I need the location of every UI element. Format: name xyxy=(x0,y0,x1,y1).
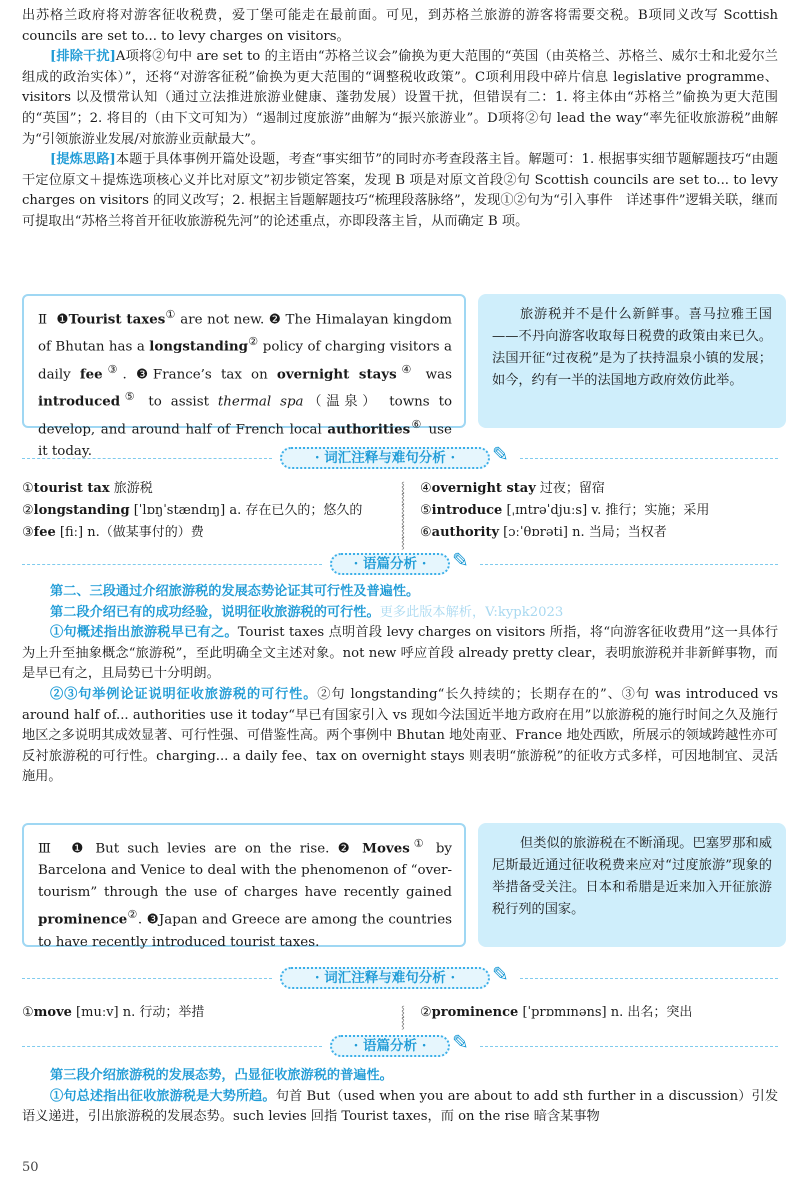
vocab-list-2 xyxy=(22,478,782,548)
passage-text: are not new. xyxy=(175,312,269,328)
sentence-number: ❶ xyxy=(71,841,88,857)
analysis-banner-label: · 语篇分析 · xyxy=(330,1035,450,1057)
vocab-banner-label: · 词汇注释与难句分析 · xyxy=(280,967,490,989)
vocab-banner-2 xyxy=(0,442,800,472)
sentence-number: ❷ xyxy=(337,841,354,857)
gloss: （温泉） xyxy=(303,394,381,410)
divider-icon: ⸾ ⸾ ⸾ ⸾ ⸾ ⸾ xyxy=(401,481,405,549)
passage-text: policy of charging visitors a daily xyxy=(38,339,452,383)
roman-numeral: Ⅲ xyxy=(38,841,55,857)
vocab-item: ④overnight stay 过夜；留宿 xyxy=(420,481,605,496)
footnote-marker: ① xyxy=(165,308,176,321)
top-text xyxy=(0,6,800,233)
paragraph-distractors xyxy=(22,47,778,150)
analysis-heading-2: 第二段介绍已有的成功经验，说明征收旅游税的可行性。更多此版本解析，V:kypk2023 xyxy=(50,604,564,620)
footnote-marker: ① xyxy=(409,837,428,850)
key-word: Tourist taxes xyxy=(68,311,166,328)
vocab-list-3 xyxy=(22,1002,782,1029)
sentence-number: ❸ xyxy=(146,912,159,928)
tag-distractors: [排除干扰] xyxy=(50,49,116,65)
sentence-number: ❸ xyxy=(135,367,153,383)
passage-text: towns to develop, and around half of French local xyxy=(38,394,453,438)
footnote-marker: ⑤ xyxy=(120,390,140,404)
analysis-paragraph: ①句总述指出征收旅游税是大势所趋。句首 But（used when you are about to add sth further in a discussion）引发语义递进，引出旅游税的发展态势。such levies 回指 Tourist taxes，而 on the rise 暗含某事物 xyxy=(22,1088,779,1125)
passage-text: France’s tax on xyxy=(152,367,277,383)
tag-approach: [提炼思路] xyxy=(50,152,116,168)
translation-section-2: 旅游税并不是什么新鲜事。喜马拉雅王国——不丹向游客收取每日税费的政策由来已久。法国开征“过夜税”是为了扶持温泉小镇的发展；如今，约有一半的法国地方政府效仿此举。 xyxy=(478,294,786,428)
passage-section-3 xyxy=(22,823,466,950)
analysis-banner-3 xyxy=(0,1030,800,1060)
vocab-item: ⑥authority [ɔːˈθɒrəti] n. 当局；当权者 xyxy=(420,525,667,540)
pen-icon: ✎ xyxy=(492,442,509,466)
passage-text: by Barcelona and Venice to deal with the phenomenon of “over-tourism” through the use of charges have recently gained xyxy=(38,841,452,901)
analysis-section-3 xyxy=(0,1066,800,1128)
footnote-marker: ④ xyxy=(396,362,417,376)
passage-text: was xyxy=(416,367,452,383)
analysis-paragraph: ②③句举例论证说明征收旅游税的可行性。②句 longstanding“长久持续的；长期存在的”、③句 was introduced vs around half of... authorities use it today“早已有国家引入 vs 现如今法国近半地方政府在用”以旅游税的施行时间之久及施行地区之多说明其成效显著、可行性强、可借鉴性高。两个事例中 Bhutan 地处南亚、France 地处西欧，所展示的领域跨越性亦可反衬旅游税的可行性。charging... a daily fee、tax on overnight stays 则表明“旅游税”的征收方式多样，可因地制宜、灵活施用。 xyxy=(22,686,778,785)
passage-text: to assist xyxy=(139,394,218,410)
passage-text: The Himalayan kingdom of Bhutan has a xyxy=(38,312,452,355)
vocab-banner-label: · 词汇注释与难句分析 · xyxy=(280,447,490,469)
vocab-item: ①move [muːv] n. 行动；举措 xyxy=(22,1005,205,1020)
key-word: prominence xyxy=(38,911,128,928)
sentence-number: ❷ xyxy=(268,312,282,328)
distractors-text: A项将②句中 are set to 的主语由“苏格兰议会”偷换为更大范围的“英国（由英格兰、苏格兰、威尔士和北爱尔兰组成的政治实体）”，还将“对游客征税”偷换为更大范围的“调整税收政策”。C项利用段中碎片信息 legislative programme、visitors 以及惯常认知（通过立法推进旅游业健康、蓬勃发展）设置干扰，但错误有二：1. 将主体由“苏格兰”偷换为更大范围的“英国”；2. 将目的（由下文可知为）“遏制过度旅游”曲解为“振兴旅游业”。D项将②句 lead the way“率先征收旅游税”曲解为“引领旅游业发展/对旅游业贡献最大”。 xyxy=(22,49,778,147)
passage-text: use it today. xyxy=(38,422,452,460)
key-word: introduced xyxy=(38,393,121,410)
analysis-heading: 第三段介绍旅游税的发展态势，凸显征收旅游税的普遍性。 xyxy=(50,1068,393,1083)
paragraph-answer: 出苏格兰政府将对游客征收税费，爱丁堡可能走在最前面。可见，到苏格兰旅游的游客将需要交税。B项同义改写 Scottish councils are set to... to levy charges on visitors。 xyxy=(22,8,778,44)
key-word: longstanding xyxy=(149,338,249,355)
passage-text: Japan and Greece are among the countries to have recently introduced tourist taxes. xyxy=(38,912,452,950)
key-word: authorities xyxy=(327,421,411,438)
pen-icon: ✎ xyxy=(452,1030,469,1054)
pen-icon: ✎ xyxy=(452,548,469,572)
footnote-marker: ② xyxy=(248,335,259,349)
vocab-item: ③fee [fiː] n.（做某事付的）费 xyxy=(22,525,204,540)
key-word: fee xyxy=(79,366,103,383)
roman-numeral: Ⅱ xyxy=(38,312,48,328)
paragraph-approach xyxy=(22,150,778,232)
footnote-marker: ② xyxy=(127,908,138,922)
vocab-banner-3 xyxy=(0,962,800,992)
analysis-banner-2 xyxy=(0,548,800,578)
sentence-number: ❶ xyxy=(56,312,69,328)
passage-text: But such levies are on the rise. xyxy=(87,841,338,857)
vocab-item: ①tourist tax 旅游税 xyxy=(22,481,153,496)
translation-section-3: 但类似的旅游税在不断涌现。巴塞罗那和威尼斯最近通过征收税费来应对“过度旅游”现象的举措备受关注。日本和希腊是近来加入开征旅游税行列的国家。 xyxy=(478,823,786,947)
vocab-item: ②longstanding [ˈlɒŋˈstændɪŋ] a. 存在已久的；悠久的 xyxy=(22,503,363,518)
analysis-banner-label: · 语篇分析 · xyxy=(330,553,450,575)
pen-icon: ✎ xyxy=(492,962,509,986)
vocab-item: ⑤introduce [ˌɪntrəˈdjuːs] v. 推行；实施；采用 xyxy=(420,503,710,518)
italic-term: thermal spa xyxy=(217,394,304,410)
footnote-marker: ③ xyxy=(102,362,123,376)
footnote-marker: ⑥ xyxy=(410,417,423,431)
approach-text: 本题于具体事例开篇处设题，考查“事实细节”的同时亦考查段落主旨。解题可：1. 根据事实细节题解题技巧“由题干定位原文＋提炼选项核心义并比对原文”初步锁定答案，发现 B 项是对原文首段②句 Scottish councils are set to... to levy charges on visitors 的同义改写；2. 根据主旨题解题技巧“梳理段落脉络”，发现①②句为“引入事件 详述事件”逻辑关联，继而可提取出“苏格兰将首开征收旅游税先河”的论述重点，亦即段落主旨，从而确定 B 项。 xyxy=(22,152,778,229)
vocab-item: ②prominence [ˈprɒmɪnəns] n. 出名；突出 xyxy=(420,1005,693,1020)
analysis-heading: 第二、三段通过介绍旅游税的发展态势论证其可行性及普遍性。 xyxy=(50,584,420,599)
key-word: overnight stays xyxy=(276,366,397,383)
analysis-paragraph: ①句概述指出旅游税早已有之。Tourist taxes 点明首段 levy charges on visitors 所指，将“向游客征收费用”这一具体行为上升至抽象概念“旅游税”，至此明确全文主述对象。not new 呼应首段 already pretty clear，表明旅游税并非新鲜事物，而是早已有之，且局势已十分明朗。 xyxy=(22,625,779,682)
divider-icon: ⸾ ⸾ xyxy=(401,1005,405,1029)
key-word: Moves xyxy=(353,840,410,857)
passage-text: . xyxy=(122,367,136,383)
watermark: 更多此版本解析，V:kypk2023 xyxy=(379,604,564,620)
passage-text: . xyxy=(137,912,147,928)
analysis-section-2 xyxy=(0,582,800,788)
page-number: 50 xyxy=(22,1160,39,1175)
